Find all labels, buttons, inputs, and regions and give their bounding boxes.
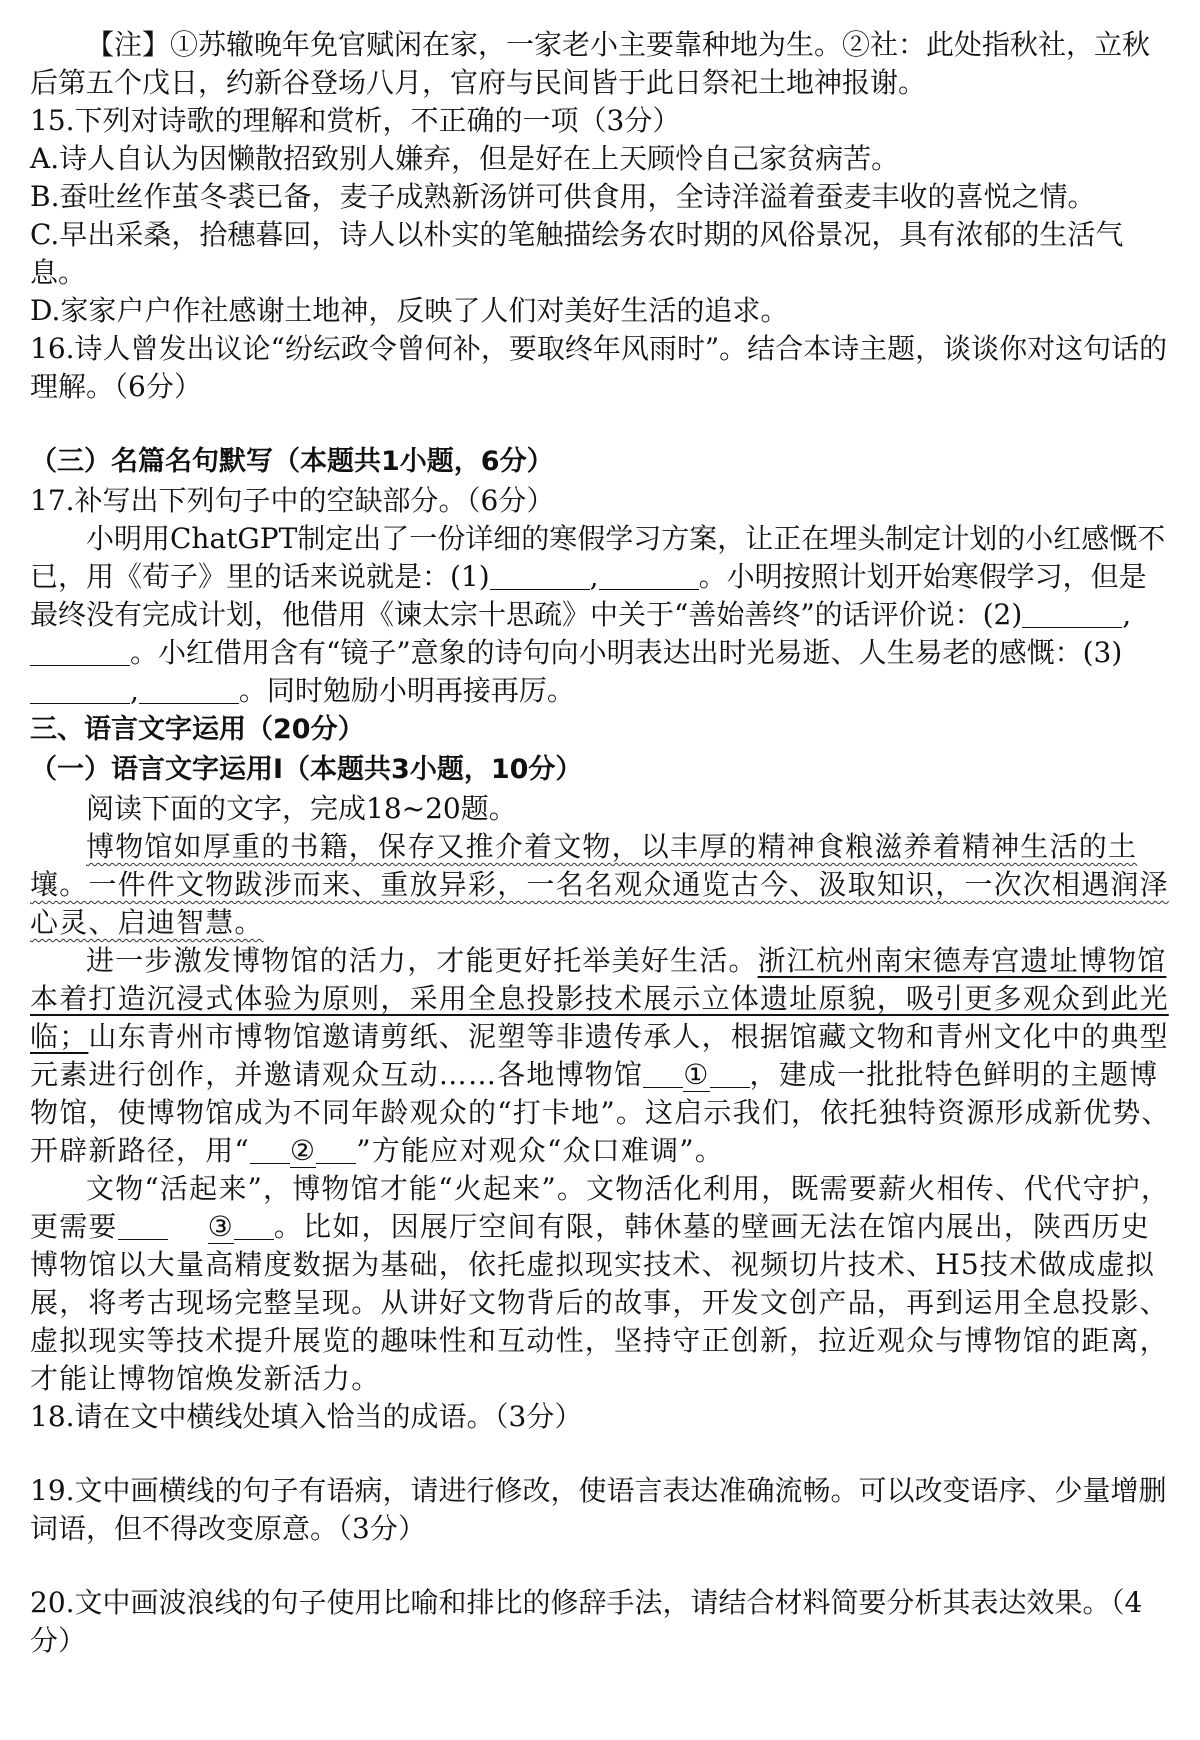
reading-passage xyxy=(30,828,1172,1398)
passage-paragraph-2 xyxy=(30,942,1172,1170)
blank-marker-1: ① xyxy=(683,1058,710,1091)
answer-space xyxy=(30,1436,1172,1472)
underlined-sentence: 浙江杭州南宋德寿宫遗址博物馆本着打造沉浸式体验为原则，采用全息投影技术展示立体遗址原貌，吸引更多观众到此光临； xyxy=(30,944,1169,1053)
question-18: 18.请在文中横线处填入恰当的成语。（3分） xyxy=(30,1400,583,1433)
answer-space xyxy=(30,1548,1172,1584)
passage-text: ，建成一批批特色鲜明的主题博物馆，使博物馆成为不同年龄观众的“打卡地”。这启示我们，依托独特资源形成新优势、开辟新路径，用“ xyxy=(30,1058,1171,1167)
fill-blank[interactable] xyxy=(1022,599,1122,628)
q15-option-c: C.早出采桑，拾穗暮回，诗人以朴实的笔触描绘务农时期的风俗景况，具有浓郁的生活气息。 xyxy=(30,218,1124,289)
passage-text: 。比如，因展厅空间有限，韩休墓的壁画无法在馆内展出，陕西历史博物馆以大量高精度数据为基础，依托虚拟现实技术、视频切片技术、H5技术做成虚拟展，将考古现场完整呈现。从讲好文物背后的故事，开发文创产品，再到运用全息投影、虚拟现实等技术提升展览的趣味性和互动性，坚持守正创新，拉近观众与博物馆的距离，才能让博物馆焕发新活力。 xyxy=(30,1210,1169,1395)
q15-option-a: A.诗人自认为因懒散招致别人嫌弃，但是好在上天顾怜自己家贫病苦。 xyxy=(30,142,900,175)
fill-blank[interactable] xyxy=(30,637,130,666)
fill-blank-1-left[interactable] xyxy=(643,1059,683,1088)
comma: , xyxy=(130,674,139,707)
blank-marker-3: ③ xyxy=(207,1210,234,1243)
comma: , xyxy=(1122,598,1132,631)
wavy-underlined-sentence: 博物馆如厚重的书籍，保存又推介着文物，以丰厚的精神食粮滋养着精神生活的土壤。一件件文物跋涉而来、重放异彩，一名名观众通览古今、汲取知识，一次次相遇润泽心灵、启迪智慧。 xyxy=(30,830,1169,939)
passage-text: 山东青州市博物馆邀请剪纸、泥塑等非遗传承人，根据馆藏文物和青州文化中的典型元素进行创作，并邀请观众互动……各地博物馆 xyxy=(30,1020,1169,1091)
q15-option-d: D.家家户户作社感谢土地神，反映了人们对美好生活的追求。 xyxy=(30,294,789,327)
fill-blank[interactable] xyxy=(599,561,699,590)
passage-paragraph-1 xyxy=(30,828,1172,942)
question-20: 20.文中画波浪线的句子使用比喻和排比的修辞手法，请结合材料简要分析其表达效果。（4分） xyxy=(30,1586,1143,1657)
section-heading-3: （三）名篇名句默写（本题共1小题，6分） xyxy=(30,446,554,477)
passage-text: ”方能应对观众“众口难调”。 xyxy=(356,1134,724,1167)
part-heading-3: 三、语言文字运用（20分） xyxy=(30,714,365,745)
fill-blank-1-right[interactable] xyxy=(710,1059,750,1088)
question-15 xyxy=(30,102,1172,330)
fill-blank[interactable] xyxy=(30,675,130,704)
question-17 xyxy=(30,482,1172,710)
comma: , xyxy=(589,560,599,593)
q17-text-part: 小明用ChatGPT制定出了一份详细的寒假学习方案，让正在埋头制定计划的小红感慨不已，用《荀子》里的话来说就是：(1) xyxy=(30,522,1166,593)
q17-text-part: 。小明按照计划开始寒假学习，但是最终没有完成计划，他借用《谏太宗十思疏》中关于“善始善终”的话评价说：(2) xyxy=(30,560,1147,631)
passage-text: 进一步激发博物馆的活力，才能更好托举美好生活。 xyxy=(86,944,758,977)
q15-option-b: B.蚕吐丝作茧冬裘已备，麦子成熟新汤饼可供食用，全诗洋溢着蚕麦丰收的喜悦之情。 xyxy=(30,180,1096,213)
reading-instruction: 阅读下面的文字，完成18~20题。 xyxy=(86,792,517,825)
q17-stem: 17.补写出下列句子中的空缺部分。（6分） xyxy=(30,484,555,517)
fill-blank[interactable] xyxy=(139,675,239,704)
passage-paragraph-3 xyxy=(30,1170,1172,1398)
question-16: 16.诗人曾发出议论“纷纭政令曾何补，要取终年风雨时”。结合本诗主题，谈谈你对这句话的理解。（6分） xyxy=(30,332,1168,403)
passage-text: 文物“活起来”，博物馆才能“火起来”。文物活化利用，既需要薪火相传、代代守护，更需要 xyxy=(30,1172,1171,1243)
blank-marker-2: ② xyxy=(289,1134,317,1167)
fill-blank[interactable] xyxy=(490,561,590,590)
fill-blank-2-left[interactable] xyxy=(250,1135,290,1164)
q17-text-part: 。小红借用含有“镜子”意象的诗句向小明表达出时光易逝、人生易老的感慨：(3) xyxy=(130,636,1123,669)
fill-blank-3-left[interactable] xyxy=(118,1211,168,1240)
sub-heading-1: （一）语言文字运用Ⅰ（本题共3小题，10分） xyxy=(30,754,583,785)
fill-blank-2-right[interactable] xyxy=(316,1135,356,1164)
q17-text-part: 。同时勉励小明再接再厉。 xyxy=(238,674,575,707)
question-19: 19.文中画横线的句子有语病，请进行修改，使语言表达准确流畅。可以改变语序、少量增删词语，但不得改变原意。（3分） xyxy=(30,1474,1167,1545)
poem-note: 【注】①苏辙晚年免官赋闲在家，一家老小主要靠种地为生。②社：此处指秋社，立秋后第五个戊日，约新谷登场八月，官府与民间皆于此日祭祀土地神报谢。 xyxy=(30,28,1151,99)
answer-space xyxy=(30,406,1172,442)
fill-blank-3-right[interactable] xyxy=(234,1211,274,1240)
q15-stem: 15.下列对诗歌的理解和赏析，不正确的一项（3分） xyxy=(30,104,681,137)
q17-text xyxy=(30,520,1172,710)
